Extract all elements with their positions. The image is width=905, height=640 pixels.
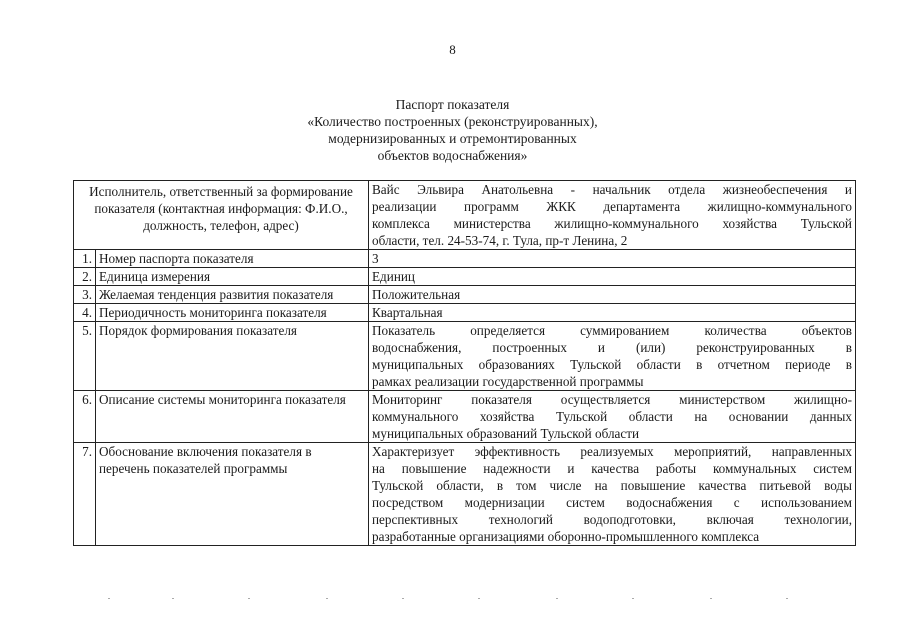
row-label: Обоснование включения показателя в перечень показателей программы bbox=[96, 443, 369, 546]
row-label: Описание системы мониторинга показателя bbox=[96, 391, 369, 443]
row-number: 2. bbox=[74, 268, 96, 286]
value-line: Положительная bbox=[372, 287, 461, 302]
row-value bbox=[369, 304, 856, 322]
row-number: 7. bbox=[74, 443, 96, 546]
row-number: 5. bbox=[74, 322, 96, 391]
row-value bbox=[369, 250, 856, 268]
table-row bbox=[74, 286, 856, 304]
table-row-executor bbox=[74, 181, 856, 250]
title-line: «Количество построенных (реконструированных), bbox=[307, 114, 598, 129]
scan-speck bbox=[108, 598, 110, 599]
indicator-passport-table bbox=[73, 180, 856, 546]
value-line: реализации программ ЖКК департамента жилищно-коммунального bbox=[372, 199, 852, 214]
title-line: модернизированных и отремонтированных bbox=[328, 131, 577, 146]
value-line: Единиц bbox=[372, 269, 415, 284]
value-line: муниципальных образованиях Тульской области в отчетном периоде в bbox=[372, 357, 852, 372]
value-line: комплекса министерства жилищно-коммунального хозяйства Тульской bbox=[372, 216, 852, 231]
scan-speck bbox=[402, 598, 404, 599]
row-label: Порядок формирования показателя bbox=[96, 322, 369, 391]
document-title bbox=[0, 96, 905, 164]
value-line: перспективных технологий водоподготовки, включая технологии, bbox=[372, 512, 852, 527]
value-line: Тульской области, в том числе на повышение качества питьевой воды bbox=[372, 478, 852, 493]
scan-specks bbox=[80, 598, 840, 610]
scan-speck bbox=[478, 598, 480, 599]
value-line: рамках реализации государственной программы bbox=[372, 374, 644, 389]
table-row bbox=[74, 322, 856, 391]
row-value bbox=[369, 443, 856, 546]
row-label: Единица измерения bbox=[96, 268, 369, 286]
row-number: 6. bbox=[74, 391, 96, 443]
value-line: Характеризует эффективность реализуемых мероприятий, направленных bbox=[372, 444, 852, 459]
value-line: Вайс Эльвира Анатольевна - начальник отдела жизнеобеспечения и bbox=[372, 182, 852, 197]
scan-speck bbox=[786, 598, 788, 599]
value-line: области, тел. 24-53-74, г. Тула, пр-т Ленина, 2 bbox=[372, 233, 628, 248]
scan-speck bbox=[326, 598, 328, 599]
row-value bbox=[369, 322, 856, 391]
title-line: Паспорт показателя bbox=[395, 97, 510, 112]
executor-label: Исполнитель, ответственный за формирование показателя (контактная информация: Ф.И.О., должность, телефон, адрес) bbox=[74, 181, 369, 250]
row-value bbox=[369, 286, 856, 304]
row-number: 3. bbox=[74, 286, 96, 304]
value-line: водоснабжения, построенных и (или) реконструированных в bbox=[372, 340, 852, 355]
table-row bbox=[74, 250, 856, 268]
row-label: Периодичность мониторинга показателя bbox=[96, 304, 369, 322]
page-number: 8 bbox=[449, 42, 456, 57]
row-number: 1. bbox=[74, 250, 96, 268]
value-line: Квартальная bbox=[372, 305, 443, 320]
value-line: 3 bbox=[372, 251, 379, 266]
value-line: на повышение надежности и качества работы коммунальных систем bbox=[372, 461, 852, 476]
scan-speck bbox=[248, 598, 250, 599]
scan-speck bbox=[556, 598, 558, 599]
title-line: объектов водоснабжения» bbox=[377, 148, 528, 163]
value-line: Мониторинг показателя осуществляется министерством жилищно- bbox=[372, 392, 852, 407]
row-value bbox=[369, 268, 856, 286]
executor-value bbox=[369, 181, 856, 250]
value-line: посредством модернизации систем водоснабжения с использованием bbox=[372, 495, 852, 510]
table-row bbox=[74, 304, 856, 322]
row-label: Номер паспорта показателя bbox=[96, 250, 369, 268]
scan-speck bbox=[632, 598, 634, 599]
value-line: коммунального хозяйства Тульской области на основании данных bbox=[372, 409, 852, 424]
value-line: муниципальных образований Тульской области bbox=[372, 426, 640, 441]
row-value bbox=[369, 391, 856, 443]
value-line: разработанные организациями оборонно-промышленного комплекса bbox=[372, 529, 760, 544]
table-row bbox=[74, 443, 856, 546]
row-label: Желаемая тенденция развития показателя bbox=[96, 286, 369, 304]
value-line: Показатель определяется суммированием количества объектов bbox=[372, 323, 852, 338]
scan-speck bbox=[710, 598, 712, 599]
table-row bbox=[74, 268, 856, 286]
table-row bbox=[74, 391, 856, 443]
row-number: 4. bbox=[74, 304, 96, 322]
scan-speck bbox=[172, 598, 174, 599]
